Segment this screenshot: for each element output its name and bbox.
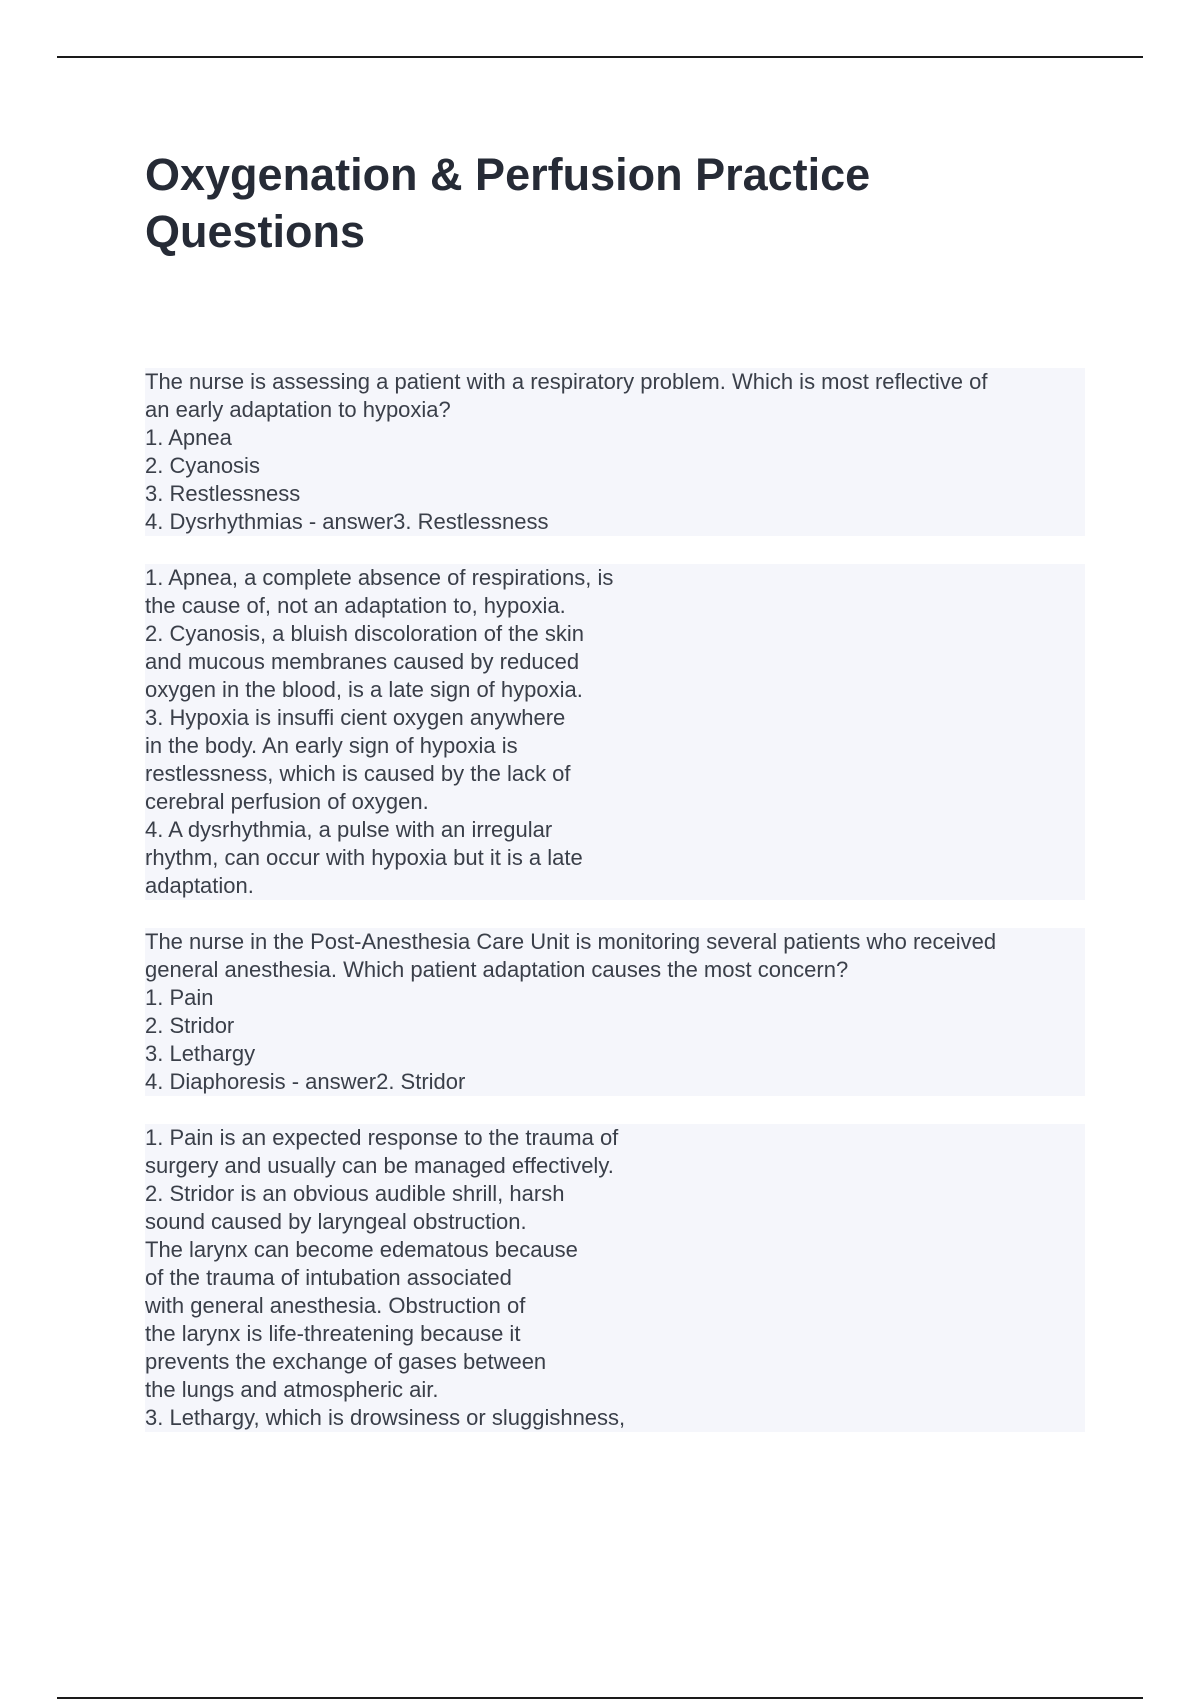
footer-rule (57, 1697, 1143, 1699)
title-line: Questions (145, 206, 366, 257)
answer-option: 3. Lethargy (145, 1040, 1085, 1068)
rationale-line: 2. Stridor is an obvious audible shrill, harsh (145, 1180, 1085, 1208)
rationale-line: rhythm, can occur with hypoxia but it is a late (145, 844, 1085, 872)
header-rule (57, 56, 1143, 58)
answer-option: 4. Dysrhythmias - answer3. Restlessness (145, 508, 1085, 536)
rationale-line: 4. A dysrhythmia, a pulse with an irregular (145, 816, 1085, 844)
question-text: The nurse is assessing a patient with a respiratory problem. Which is most reflective of (145, 368, 1085, 396)
rationale-line: the cause of, not an adaptation to, hypoxia. (145, 592, 1085, 620)
paragraph-gap (145, 900, 1085, 928)
rationale-block (145, 564, 1085, 900)
rationale-line: 2. Cyanosis, a bluish discoloration of the skin (145, 620, 1085, 648)
answer-option: 2. Stridor (145, 1012, 1085, 1040)
document-body (145, 368, 1085, 1432)
title-line: Oxygenation & Perfusion Practice (145, 149, 871, 200)
answer-option: 1. Pain (145, 984, 1085, 1012)
question-text: general anesthesia. Which patient adaptation causes the most concern? (145, 956, 1085, 984)
rationale-line: The larynx can become edematous because (145, 1236, 1085, 1264)
answer-option: 2. Cyanosis (145, 452, 1085, 480)
rationale-line: 3. Hypoxia is insuffi cient oxygen anywhere (145, 704, 1085, 732)
rationale-line: surgery and usually can be managed effectively. (145, 1152, 1085, 1180)
rationale-line: and mucous membranes caused by reduced (145, 648, 1085, 676)
question-block (145, 928, 1085, 1096)
question-text: an early adaptation to hypoxia? (145, 396, 1085, 424)
rationale-block (145, 1124, 1085, 1432)
question-block (145, 368, 1085, 536)
rationale-line: oxygen in the blood, is a late sign of hypoxia. (145, 676, 1085, 704)
answer-option: 4. Diaphoresis - answer2. Stridor (145, 1068, 1085, 1096)
rationale-line: restlessness, which is caused by the lack of (145, 760, 1085, 788)
rationale-line: in the body. An early sign of hypoxia is (145, 732, 1085, 760)
rationale-line: adaptation. (145, 872, 1085, 900)
rationale-line: the lungs and atmospheric air. (145, 1376, 1085, 1404)
rationale-line: cerebral perfusion of oxygen. (145, 788, 1085, 816)
rationale-line: sound caused by laryngeal obstruction. (145, 1208, 1085, 1236)
answer-option: 3. Restlessness (145, 480, 1085, 508)
rationale-line: 1. Pain is an expected response to the trauma of (145, 1124, 1085, 1152)
rationale-line: 1. Apnea, a complete absence of respirations, is (145, 564, 1085, 592)
paragraph-gap (145, 536, 1085, 564)
question-text: The nurse in the Post-Anesthesia Care Unit is monitoring several patients who received (145, 928, 1085, 956)
rationale-line: 3. Lethargy, which is drowsiness or sluggishness, (145, 1404, 1085, 1432)
answer-option: 1. Apnea (145, 424, 1085, 452)
rationale-line: prevents the exchange of gases between (145, 1348, 1085, 1376)
rationale-line: the larynx is life-threatening because it (145, 1320, 1085, 1348)
paragraph-gap (145, 1096, 1085, 1124)
rationale-line: with general anesthesia. Obstruction of (145, 1292, 1085, 1320)
page-title (145, 146, 1105, 260)
rationale-line: of the trauma of intubation associated (145, 1264, 1085, 1292)
